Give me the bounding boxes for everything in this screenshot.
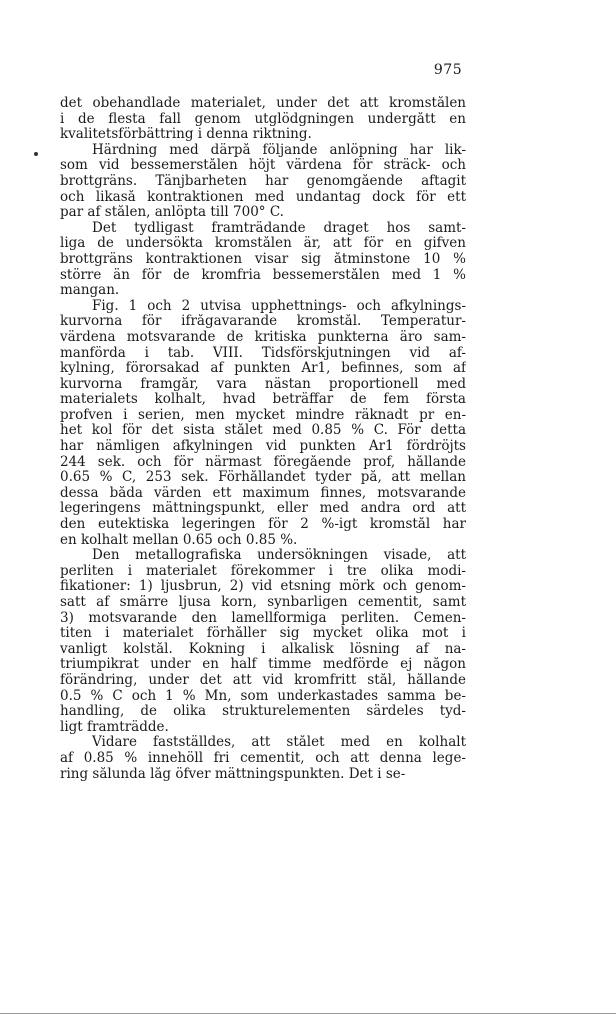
text-line: vanligt kolstål. Kokning i alkalisk lösning af na- [60, 641, 466, 657]
text-line: legeringens mättningspunkt, eller med andra ord att [60, 501, 466, 517]
text-line: en kolhalt mellan 0.65 och 0.85 %. [60, 532, 298, 548]
text-line: och likaså kontraktionen med undantag dock för ett [60, 189, 466, 205]
text-line: större än för de kromfria bessemerstålen med 1 % [60, 267, 466, 283]
text-line: fikationer: 1) ljusbrun, 2) vid etsning mörk och genom- [60, 579, 466, 595]
text-line: i de flesta fall genom utglödgningen undergått en [60, 111, 466, 127]
text-line: kurvorna för ifrågavarande kromstål. Temperatur- [60, 314, 466, 330]
text-line: som vid bessemerstålen höjt värdena för sträck- och [60, 158, 466, 174]
page-number: 975 [433, 62, 463, 78]
text-line: handling, de olika strukturelementen särdeles tyd- [60, 704, 466, 720]
paragraph [60, 221, 466, 299]
text-line: triumpikrat under en half timme medförde ej någon [60, 657, 466, 673]
text-line: 0.5 % C och 1 % Mn, som underkastades samma be- [60, 688, 466, 704]
text-line: den eutektiska legeringen för 2 %-igt kromstål har [60, 517, 466, 533]
text-line: det obehandlade materialet, under det att kromstålen [60, 96, 466, 111]
text-line: kvalitetsförbättring i denna riktning. [60, 127, 312, 143]
text-line: Den metallografiska undersökningen visade, att [92, 548, 466, 564]
text-line: brottgräns. Tänjbarheten har genomgående aftagit [60, 173, 466, 189]
paragraph [60, 548, 466, 735]
text-line: perliten i materialet förekommer i tre olika modi- [60, 563, 466, 579]
text-line: 3) motsvarande den lamellformiga perliten. Cemen- [60, 610, 466, 626]
text-line: manförda i tab. VIII. Tidsförskjutningen vid af- [60, 345, 466, 361]
text-line: materialets kolhalt, hvad beträffar de fem första [60, 392, 466, 408]
paragraph [60, 96, 466, 143]
text-line: kylning, förorsakad af punkten Ar1, befinnes, som af [60, 361, 466, 377]
text-line: satt af smärre ljusa korn, synbarligen cementit, samt [60, 595, 466, 610]
text-line: mangan. [60, 283, 120, 299]
text-line: ligt framträdde. [60, 719, 169, 735]
text-line: af 0.85 % innehöll fri cementit, och att denna lege- [60, 750, 466, 766]
text-line: Härdning med därpå följande anlöpning har lik- [92, 142, 466, 158]
text-line: par af stålen, anlöpta till 700° C. [60, 205, 284, 221]
text-line: Vidare fastställdes, att stålet med en kolhalt [92, 735, 466, 751]
text-line: kurvorna framgår, vara nästan proportionell med [60, 376, 466, 392]
text-line: 244 sek. och för närmast föregående prof, hållande [60, 454, 466, 470]
text-line: 0.65 % C, 253 sek. Förhållandet tyder på, att mellan [60, 470, 466, 486]
body-text [60, 96, 466, 782]
text-line: brottgräns kontraktionen visar sig åtminstone 10 % [60, 251, 466, 267]
margin-mark [34, 152, 38, 156]
paragraph [60, 143, 466, 221]
text-line: titen i materialet förhåller sig mycket olika mot i [60, 626, 466, 642]
text-line: har nämligen afkylningen vid punkten Ar1 fördröjts [60, 439, 466, 455]
text-line: liga de undersökta kromstålen är, att för en gifven [60, 236, 466, 252]
text-line: het kol för det sista stålet med 0.85 % C. För detta [60, 423, 466, 439]
text-line: värdena motsvarande de kritiska punkterna äro sam- [60, 329, 466, 345]
paragraph [60, 299, 466, 549]
page-bottom-edge [0, 1013, 616, 1014]
text-line: Fig. 1 och 2 utvisa upphettnings- och afkylnings- [92, 298, 466, 314]
text-line: dessa båda värden ett maximum finnes, motsvarande [60, 485, 466, 501]
text-line: profven i serien, men mycket mindre räknadt pr en- [60, 407, 466, 423]
text-line: förändring, under det att vid kromfritt stål, hållande [60, 672, 466, 688]
paragraph [60, 735, 466, 782]
text-line: ring sålunda låg öfver mättningspunkten. Det i se- [60, 766, 406, 782]
text-line: Det tydligast framträdande draget hos samt- [92, 220, 466, 236]
